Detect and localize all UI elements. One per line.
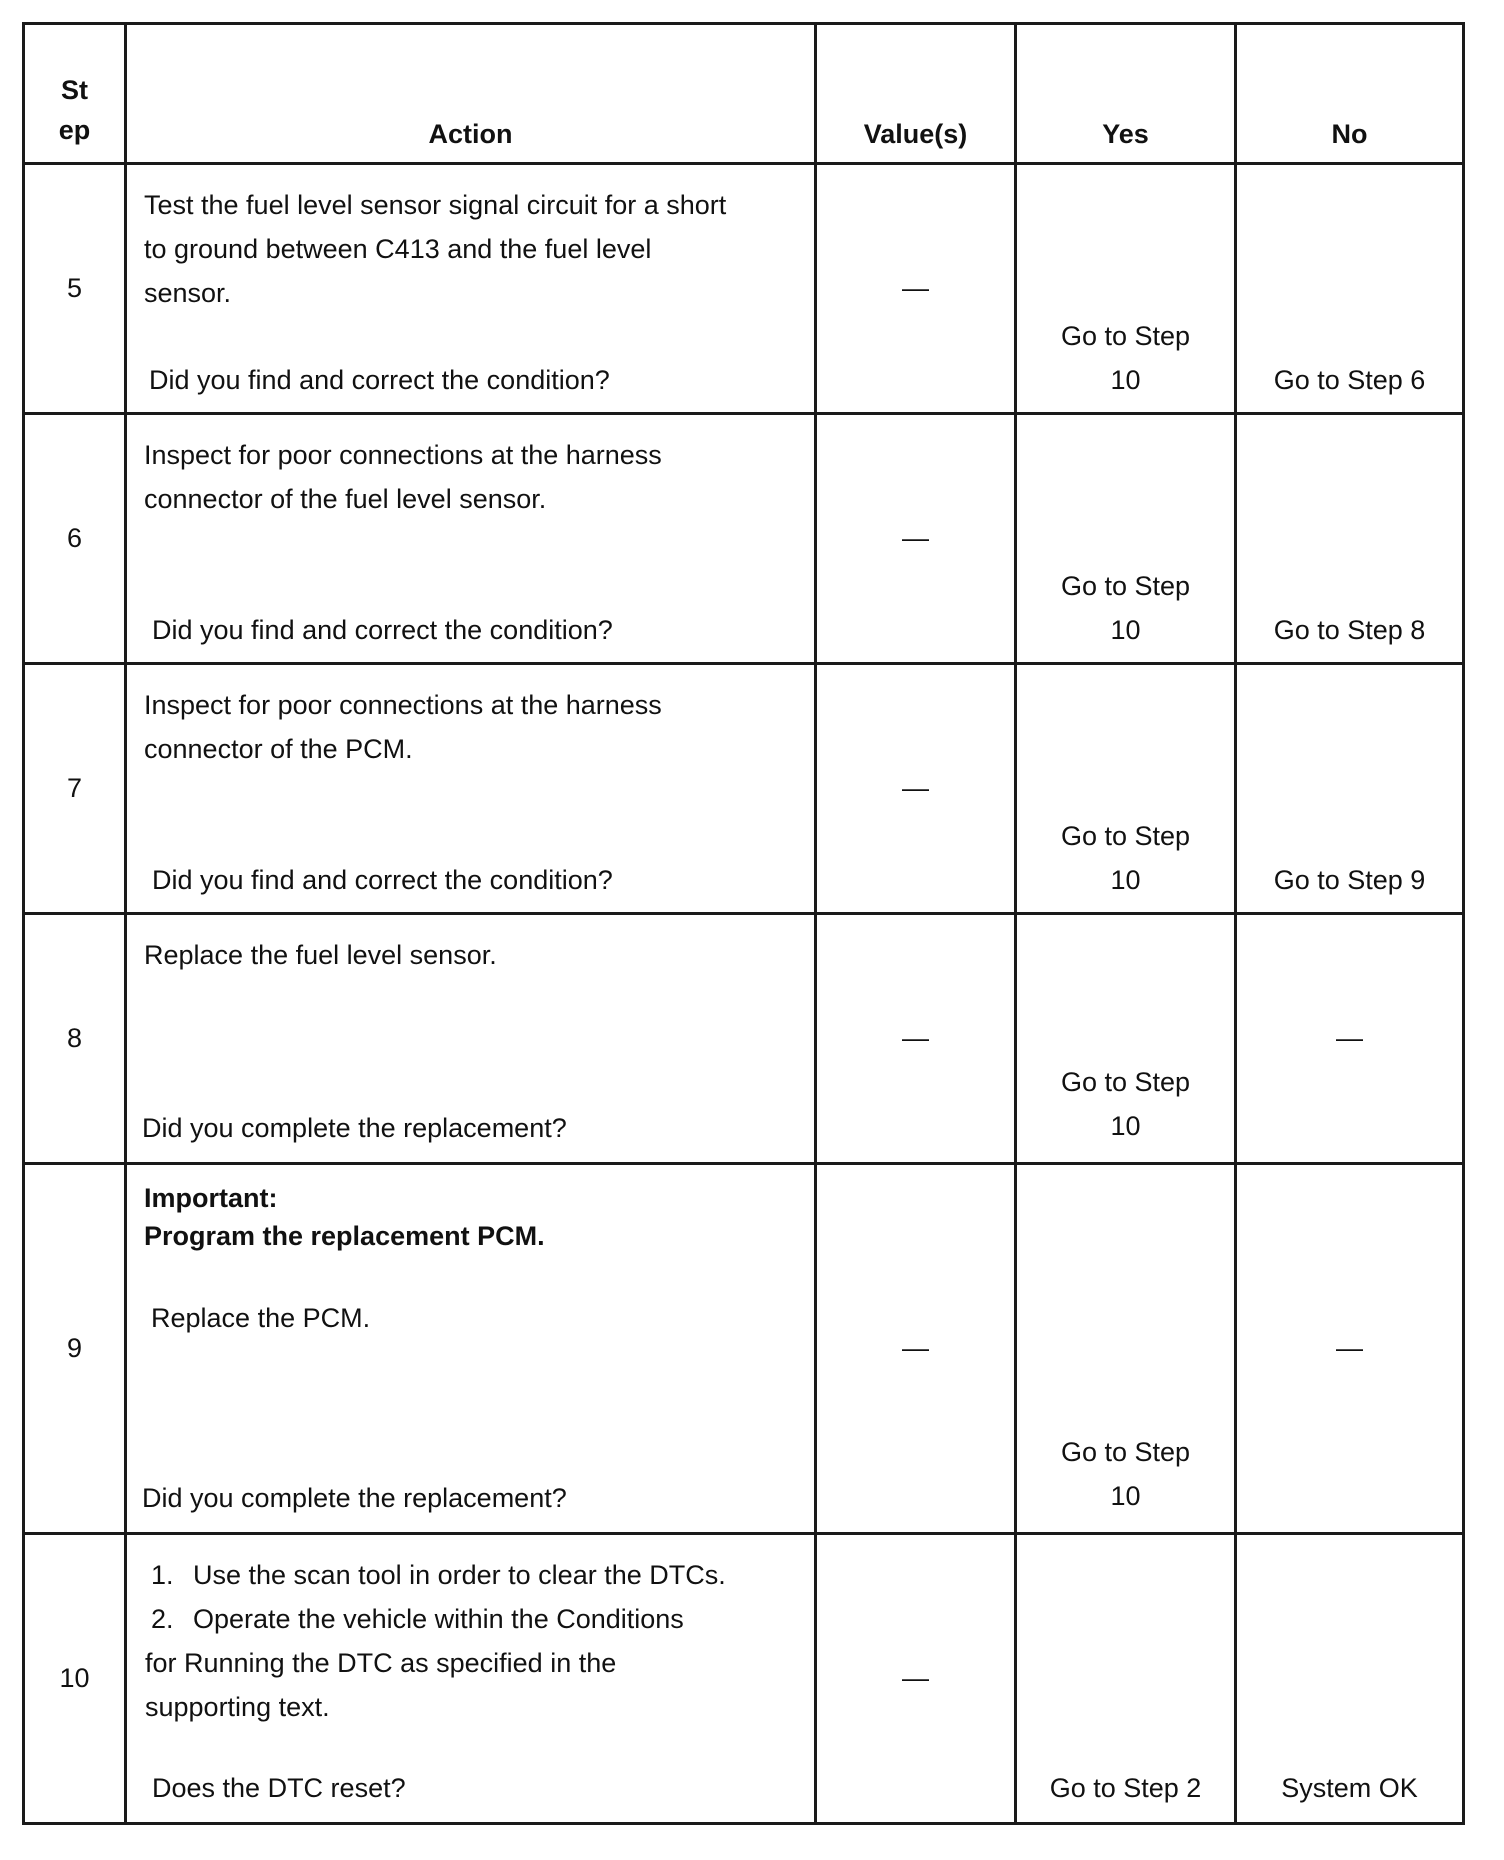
- action-question: Did you complete the replacement?: [142, 1483, 567, 1513]
- step-number: 9: [24, 1164, 126, 1534]
- header-no: No: [1236, 24, 1464, 164]
- header-row: [24, 24, 1464, 164]
- table-row-step-6: [24, 414, 1464, 664]
- no-cell: Go to Step 8: [1236, 414, 1464, 664]
- action-question: Did you find and correct the condition?: [152, 615, 613, 645]
- value-cell: —: [816, 1164, 1016, 1534]
- table-row-step-7: [24, 664, 1464, 914]
- no-cell: —: [1236, 914, 1464, 1164]
- no-cell: —: [1236, 1164, 1464, 1534]
- action-cell: Inspect for poor connections at the harness connector of the fuel level sensor. Did you find and correct the condition?: [126, 414, 816, 664]
- important-label: Important:: [144, 1183, 278, 1213]
- action-question: Did you complete the replacement?: [142, 1113, 567, 1143]
- step-number: 10: [24, 1534, 126, 1824]
- step-number: 5: [24, 164, 126, 414]
- action-cell: Replace the fuel level sensor. Did you complete the replacement?: [126, 914, 816, 1164]
- step-number: 6: [24, 414, 126, 664]
- yes-cell: Go to Step 10: [1016, 914, 1236, 1164]
- yes-cell: Go to Step 10: [1016, 664, 1236, 914]
- diagnostic-table-sheet: [22, 22, 1462, 1825]
- action-question: Did you find and correct the condition?: [152, 865, 613, 895]
- header-step: St ep: [24, 24, 126, 164]
- value-cell: —: [816, 164, 1016, 414]
- yes-cell: Go to Step 10: [1016, 164, 1236, 414]
- action-cell: Test the fuel level sensor signal circuit for a short to ground between C413 and the fuel level sensor. Did you find and correct the condition?: [126, 164, 816, 414]
- header-yes: Yes: [1016, 24, 1236, 164]
- list-item: 1. Use the scan tool in order to clear the DTCs.: [151, 1560, 726, 1590]
- action-cell: Inspect for poor connections at the harness connector of the PCM. Did you find and correct the condition?: [126, 664, 816, 914]
- value-cell: —: [816, 914, 1016, 1164]
- yes-cell: Go to Step 2: [1016, 1534, 1236, 1824]
- table-row-step-5: [24, 164, 1464, 414]
- list-item: 2. Operate the vehicle within the Conditions: [151, 1604, 684, 1634]
- value-cell: —: [816, 414, 1016, 664]
- action-cell: Important: Program the replacement PCM. Replace the PCM. Did you complete the replacement?: [126, 1164, 816, 1534]
- action-cell: 1. Use the scan tool in order to clear the DTCs. 2. Operate the vehicle within the Conditions for Running the DTC as specified in the supporting text. Does the DTC reset?: [126, 1534, 816, 1824]
- important-text: Program the replacement PCM.: [144, 1221, 545, 1251]
- action-question: Did you find and correct the condition?: [149, 365, 610, 395]
- value-cell: —: [816, 664, 1016, 914]
- table-row-step-9: [24, 1164, 1464, 1534]
- yes-cell: Go to Step 10: [1016, 414, 1236, 664]
- no-cell: Go to Step 9: [1236, 664, 1464, 914]
- header-action: Action: [126, 24, 816, 164]
- diagnostic-table: [22, 22, 1465, 1825]
- action-question: Does the DTC reset?: [152, 1773, 406, 1803]
- yes-cell: Go to Step 10: [1016, 1164, 1236, 1534]
- table-row-step-10: [24, 1534, 1464, 1824]
- table-row-step-8: [24, 914, 1464, 1164]
- no-cell: Go to Step 6: [1236, 164, 1464, 414]
- step-number: 7: [24, 664, 126, 914]
- step-number: 8: [24, 914, 126, 1164]
- value-cell: —: [816, 1534, 1016, 1824]
- header-values: Value(s): [816, 24, 1016, 164]
- no-cell: System OK: [1236, 1534, 1464, 1824]
